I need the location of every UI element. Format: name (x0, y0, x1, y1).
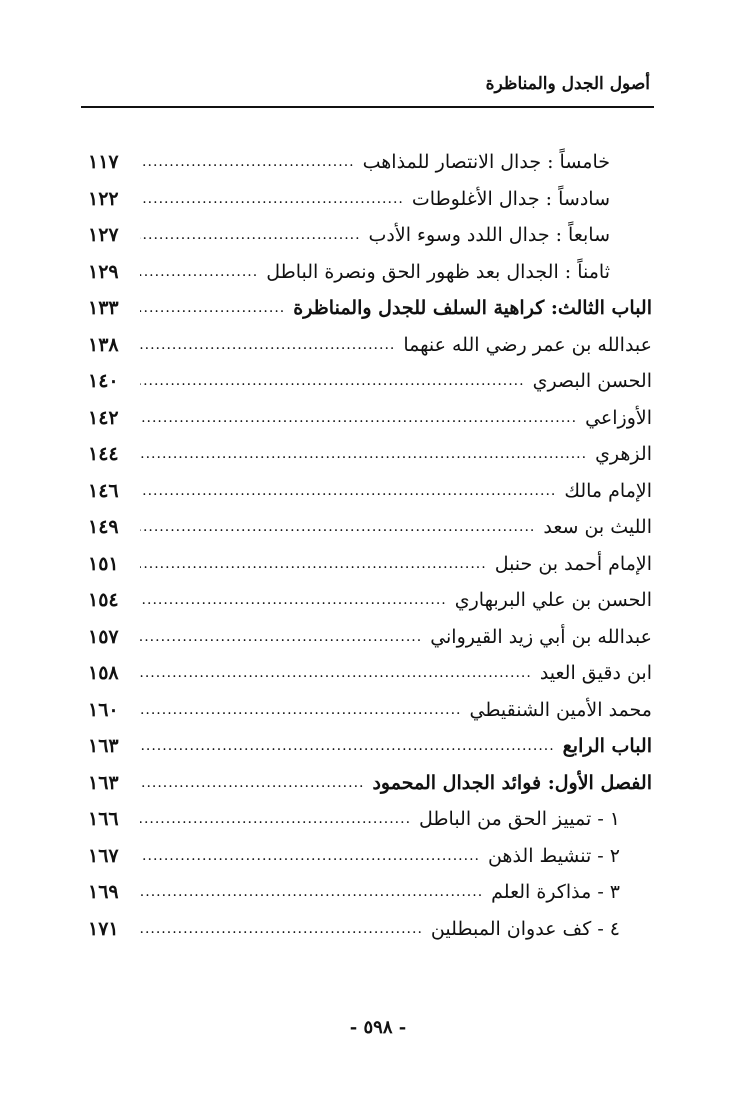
toc-entry-title: الليث بن سعد (543, 516, 652, 539)
toc-entry-title: الباب الرابع (562, 735, 652, 758)
toc-entry-title: ٣ - مذاكرة العلم (491, 881, 620, 904)
toc-dot-leader (140, 227, 361, 243)
toc-dot-leader (140, 519, 535, 535)
toc-entry (88, 765, 652, 802)
toc-entry-page: ١٣٨ (88, 333, 119, 356)
toc-dot-leader (140, 702, 462, 718)
toc-entry-title: الأوزاعي (585, 406, 652, 429)
toc-entry-title: عبدالله بن عمر رضي الله عنهما (403, 333, 652, 356)
toc-entry-page: ١٤٠ (88, 370, 119, 393)
toc-entry (88, 436, 652, 473)
table-of-contents (88, 144, 652, 947)
toc-entry (88, 692, 652, 729)
toc-entry (88, 254, 652, 291)
toc-entry-page: ١٥٨ (88, 662, 119, 685)
toc-dot-leader (140, 483, 556, 499)
toc-entry (88, 473, 652, 510)
toc-entry-page: ١٤٩ (88, 516, 119, 539)
toc-entry-title: الباب الثالث: كراهية السلف للجدل والمناظرة (293, 297, 652, 320)
toc-entry (88, 144, 652, 181)
toc-entry-title: ١ - تمييز الحق من الباطل (419, 808, 620, 831)
toc-entry-title: محمد الأمين الشنقيطي (469, 698, 652, 721)
toc-dot-leader (140, 592, 447, 608)
toc-dot-leader (140, 811, 411, 827)
toc-entry-page: ١٤٤ (88, 443, 119, 466)
toc-entry (88, 911, 652, 948)
toc-entry (88, 181, 652, 218)
toc-dot-leader (140, 446, 587, 462)
toc-entry (88, 582, 652, 619)
toc-entry-page: ١٦٩ (88, 881, 119, 904)
toc-dot-leader (140, 154, 355, 170)
toc-entry-page: ١٢٩ (88, 260, 119, 283)
toc-entry-title: الفصل الأول: فوائد الجدال المحمود (372, 771, 652, 794)
toc-entry (88, 327, 652, 364)
toc-entry-page: ١٢٢ (88, 187, 119, 210)
toc-entry (88, 217, 652, 254)
toc-entry (88, 619, 652, 656)
toc-entry-page: ١٥١ (88, 552, 119, 575)
toc-dot-leader (140, 629, 422, 645)
toc-entry (88, 290, 652, 327)
toc-dot-leader (140, 921, 423, 937)
toc-entry (88, 363, 652, 400)
toc-entry (88, 838, 652, 875)
toc-entry-title: الإمام أحمد بن حنبل (494, 552, 652, 575)
toc-dot-leader (140, 775, 364, 791)
toc-entry (88, 801, 652, 838)
toc-dot-leader (140, 665, 532, 681)
toc-dot-leader (140, 300, 285, 316)
toc-entry-title: الحسن البصري (532, 370, 652, 393)
toc-entry (88, 509, 652, 546)
toc-dot-leader (140, 884, 483, 900)
toc-dot-leader (140, 848, 480, 864)
toc-dot-leader (140, 410, 577, 426)
toc-entry-page: ١٣٣ (88, 297, 119, 320)
toc-entry-title: سادساً : جدال الأغلوطات (411, 187, 610, 210)
header-rule (81, 106, 654, 108)
toc-entry-title: ٤ - كف عدوان المبطلين (430, 917, 620, 940)
toc-entry-title: خامساً : جدال الانتصار للمذاهب (362, 151, 610, 174)
toc-entry (88, 546, 652, 583)
toc-entry-page: ١٥٧ (88, 625, 119, 648)
toc-dot-leader (140, 556, 487, 572)
toc-entry (88, 728, 652, 765)
toc-entry-title: ٢ - تنشيط الذهن (487, 844, 620, 867)
toc-entry-title: ثامناً : الجدال بعد ظهور الحق ونصرة الباطل (266, 260, 610, 283)
toc-dot-leader (140, 373, 525, 389)
toc-entry-page: ١٦٠ (88, 698, 119, 721)
toc-entry-page: ١٦٧ (88, 844, 119, 867)
toc-entry-page: ١٦٣ (88, 771, 119, 794)
toc-entry (88, 400, 652, 437)
toc-entry (88, 874, 652, 911)
toc-entry-title: الإمام مالك (564, 479, 652, 502)
running-header-title: أصول الجدل والمناظرة (485, 74, 650, 94)
toc-dot-leader (140, 337, 395, 353)
toc-dot-leader (140, 264, 258, 280)
toc-entry-page: ١١٧ (88, 151, 119, 174)
toc-entry-page: ١٤٦ (88, 479, 119, 502)
toc-entry-page: ١٦٦ (88, 808, 119, 831)
toc-dot-leader (140, 738, 555, 754)
toc-entry-page: ١٤٢ (88, 406, 119, 429)
toc-entry (88, 655, 652, 692)
toc-entry-page: ١٢٧ (88, 224, 119, 247)
toc-entry-page: ١٧١ (88, 917, 119, 940)
toc-entry-title: عبدالله بن أبي زيد القيرواني (430, 625, 652, 648)
toc-entry-page: ١٥٤ (88, 589, 119, 612)
page-number: - ٥٩٨ - (349, 1017, 407, 1038)
toc-entry-title: ابن دقيق العيد (539, 662, 652, 685)
toc-entry-title: سابعاً : جدال اللدد وسوء الأدب (368, 224, 610, 247)
toc-entry-title: الحسن بن علي البربهاري (454, 589, 652, 612)
toc-entry-page: ١٦٣ (88, 735, 119, 758)
toc-dot-leader (140, 191, 404, 207)
toc-entry-title: الزهري (595, 443, 652, 466)
